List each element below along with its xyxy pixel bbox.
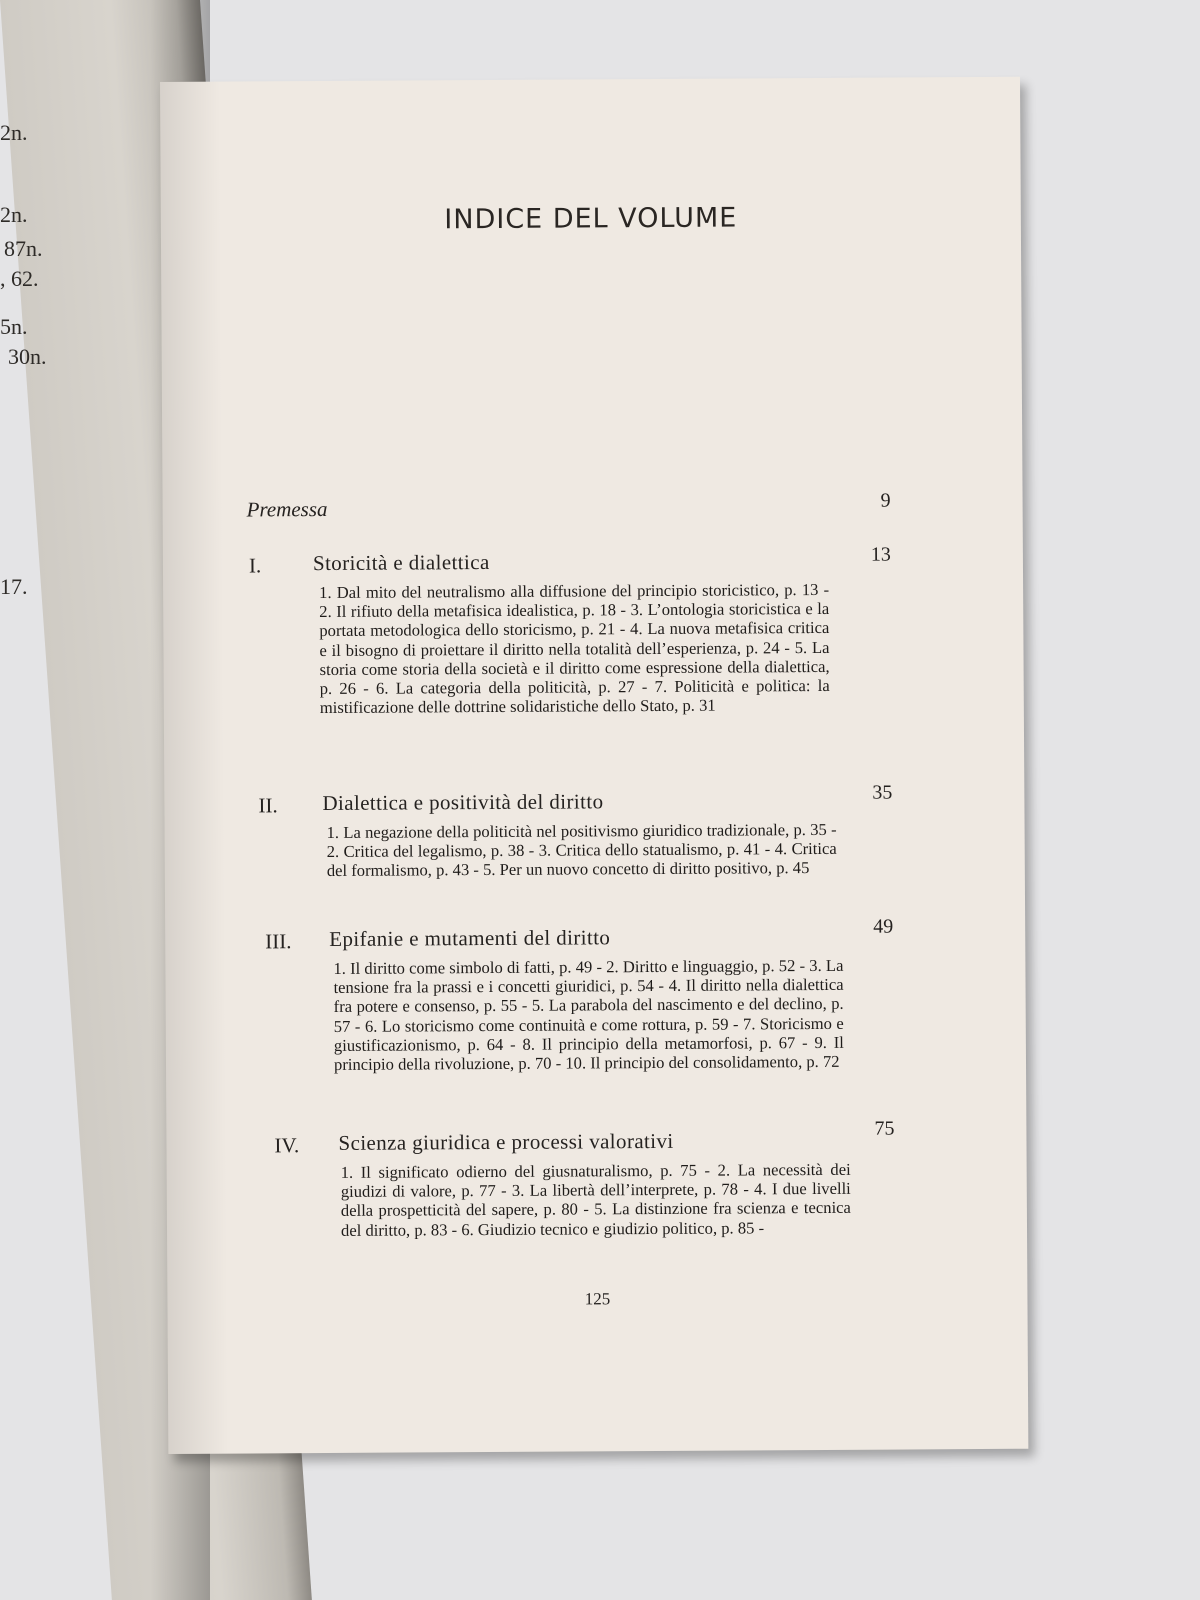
- left-page-fragment: 2n.: [0, 202, 28, 227]
- chapter-1-page: 13: [870, 543, 891, 566]
- chapter-4-page: 75: [874, 1117, 895, 1140]
- chapter-3-contents: 1. Il diritto come simbolo di fatti, p. 49 - 2. Diritto e linguaggio, p. 52 - 3. La tensione fra la prassi e i concetti giuridici, p. 54 - 4. Il diritto nella dialettica fra potere e consenso, p. 55 - 5. La parabola del nascimento e del declino, p. 57 - 6. Lo storicismo come continuità e come rottura, p. 59 - 7. Storicismo e giustificazionismo, p. 64 - 8. Il principio della metamorfosi, p. 67 - 9. Il principio della rivoluzione, p. 70 - 10. Il principio del consolidamento, p. 72: [333, 955, 844, 1074]
- chapter-1-numeral: I.: [248, 553, 262, 578]
- chapter-1-title: Storicità e dialettica: [312, 549, 490, 576]
- left-page-fragment: 30n.: [8, 344, 47, 369]
- chapter-2-contents: 1. La negazione della politicità nel positivismo giuridico tradizionale, p. 35 - 2. Critica del legalismo, p. 38 - 3. Critica dello statualismo, p. 41 - 4. Critica del formalismo, p. 43 - 5. Per un nuovo concetto di diritto positivo, p. 45: [326, 819, 837, 881]
- page-shade: [160, 82, 228, 1454]
- chapter-4-contents: 1. Il significato odierno del giusnaturalismo, p. 75 - 2. La necessità dei giudizi di valore, p. 77 - 3. La libertà dell’interprete, p. 78 - 4. I due livelli della prospetticità del sapere, p. 80 - 5. La distinzione fra scienza e tecnica del diritto, p. 83 - 6. Giudizio tecnico e giudizio politico, p. 85 -: [340, 1159, 851, 1240]
- left-page-fragment: 87n.: [4, 236, 43, 261]
- page-title: INDICE DEL VOLUME: [444, 202, 738, 236]
- chapter-2-page: 35: [872, 781, 893, 804]
- left-page-fragment: 17.: [0, 574, 28, 599]
- premessa-page: 9: [880, 489, 891, 512]
- page-number: 125: [584, 1289, 611, 1309]
- chapter-3-numeral: III.: [265, 929, 292, 954]
- chapter-2-numeral: II.: [258, 793, 278, 818]
- book-page: [160, 77, 1028, 1454]
- left-page-fragment: 2n.: [0, 120, 28, 145]
- left-page-fragment: 5n.: [0, 314, 28, 339]
- left-page-fragment: , 62.: [0, 266, 39, 291]
- chapter-4-title: Scienza giuridica e processi valorativi: [338, 1128, 674, 1155]
- chapter-1-contents: 1. Dal mito del neutralismo alla diffusione del principio storicistico, p. 13 - 2. Il rifiuto della metafisica idealistica, p. 18 - 3. L’ontologia storicistica e la portata metodologica dello storicismo, p. 21 - 4. La nuova metafisica critica e il bisogno di proiettare il diritto nella totalità dell’esperienza, p. 24 - 5. La storia come storia della società e il diritto come espressione della dialettica, p. 26 - 6. La categoria della politicità, p. 27 - 7. Politicità e politica: la mistificazione delle dottrine solidaristiche dello Stato, p. 31: [319, 579, 830, 718]
- chapter-3-title: Epifanie e mutamenti del diritto: [329, 925, 611, 951]
- chapter-2-title: Dialettica e positività del diritto: [322, 789, 604, 816]
- chapter-3-page: 49: [873, 915, 894, 938]
- chapter-4-numeral: IV.: [274, 1133, 300, 1158]
- premessa-label: Premessa: [246, 496, 328, 522]
